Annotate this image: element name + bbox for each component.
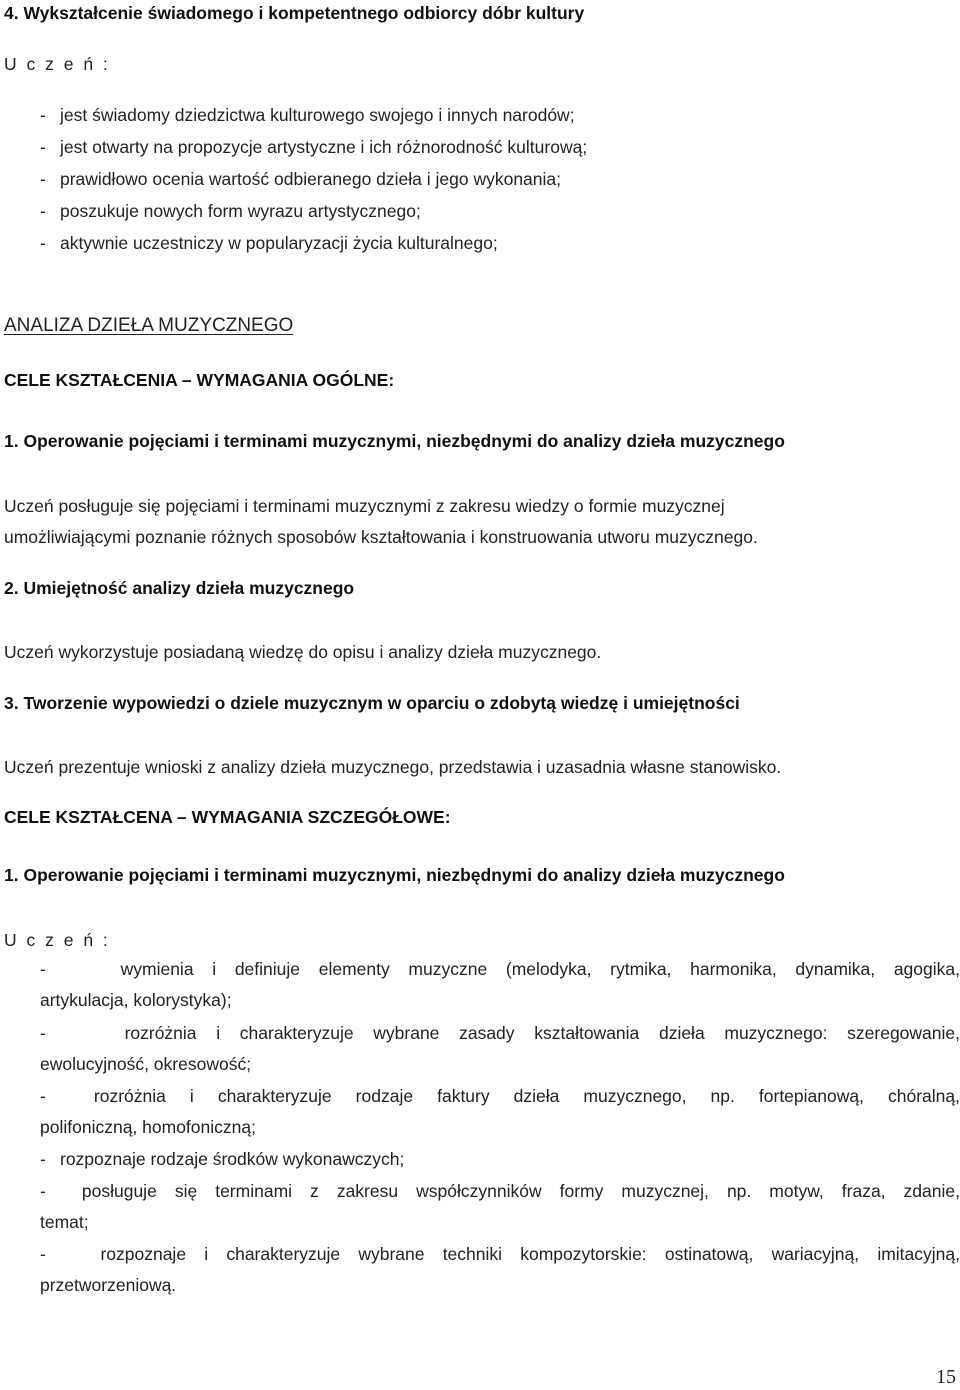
list-item: - jest świadomy dziedzictwa kulturowego swojego i innych narodów; [40,105,575,125]
list-item: - prawidłowo ocenia wartość odbieranego dzieła i jego wykonania; [40,169,561,189]
list-item: - aktywnie uczestniczy w popularyzacji życia kulturalnego; [40,233,498,253]
student-label: U c z e ń : [4,930,111,950]
goal-3-text: Uczeń prezentuje wnioski z analizy dzieła muzycznego, przedstawia i uzasadnia własne stanowisko. [4,757,782,777]
goal-2-text: Uczeń wykorzystuje posiadaną wiedzę do opisu i analizy dzieła muzycznego. [4,642,602,662]
list-item: - wymienia i definiuje elementy muzyczne (melodyka, rytmika, harmonika, dynamika, agogika, [40,959,960,979]
section-4-heading: 4. Wykształcenie świadomego i kompetentnego odbiorcy dóbr kultury [4,3,585,23]
list-item: - rozróżnia i charakteryzuje wybrane zasady kształtowania dzieła muzycznego: szeregowanie, [40,1023,960,1043]
detailed-requirements-heading: CELE KSZTAŁCENA – WYMAGANIA SZCZEGÓŁOWE: [4,807,451,827]
list-item-continuation: artykulacja, kolorystyka); [40,990,232,1010]
goal-1-heading: 1. Operowanie pojęciami i terminami muzycznymi, niezbędnymi do analizy dzieła muzycznego [4,431,785,451]
list-item: - rozróżnia i charakteryzuje rodzaje faktury dzieła muzycznego, np. fortepianową, chóralną, [40,1086,960,1106]
goal-3-heading: 3. Tworzenie wypowiedzi o dziele muzycznym w oparciu o zdobytą wiedzę i umiejętności [4,693,740,713]
list-item-continuation: polifoniczną, homofoniczną; [40,1117,256,1137]
list-item: - posługuje się terminami z zakresu współczynników formy muzycznej, np. motyw, fraza, zdanie, [40,1181,960,1201]
list-item-continuation: przetworzeniową. [40,1275,177,1295]
list-item-continuation: ewolucyjność, okresowość; [40,1054,252,1074]
list-item: - rozpoznaje rodzaje środków wykonawczych; [40,1149,405,1169]
list-item: - rozpoznaje i charakteryzuje wybrane techniki kompozytorskie: ostinatową, wariacyjną, imitacyjną, [40,1244,960,1264]
goal-1-text: Uczeń posługuje się pojęciami i terminami muzycznymi z zakresu wiedzy o formie muzycznej [4,496,725,516]
list-item: - poszukuje nowych form wyrazu artystycznego; [40,201,421,221]
goal-2-heading: 2. Umiejętność analizy dzieła muzycznego [4,578,355,598]
analysis-title: ANALIZA DZIEŁA MUZYCZNEGO [4,315,294,336]
student-label: U c z e ń : [4,54,111,74]
list-item-continuation: temat; [40,1212,89,1232]
page-number: 15 [936,1366,956,1388]
general-requirements-heading: CELE KSZTAŁCENIA – WYMAGANIA OGÓLNE: [4,370,395,390]
goal-1-text: umożliwiającymi poznanie różnych sposobów kształtowania i konstruowania utworu muzycznego. [4,527,758,547]
list-item: - jest otwarty na propozycje artystyczne i ich różnorodność kulturową; [40,137,588,157]
detailed-goal-1-heading: 1. Operowanie pojęciami i terminami muzycznymi, niezbędnymi do analizy dzieła muzycznego [4,865,785,885]
